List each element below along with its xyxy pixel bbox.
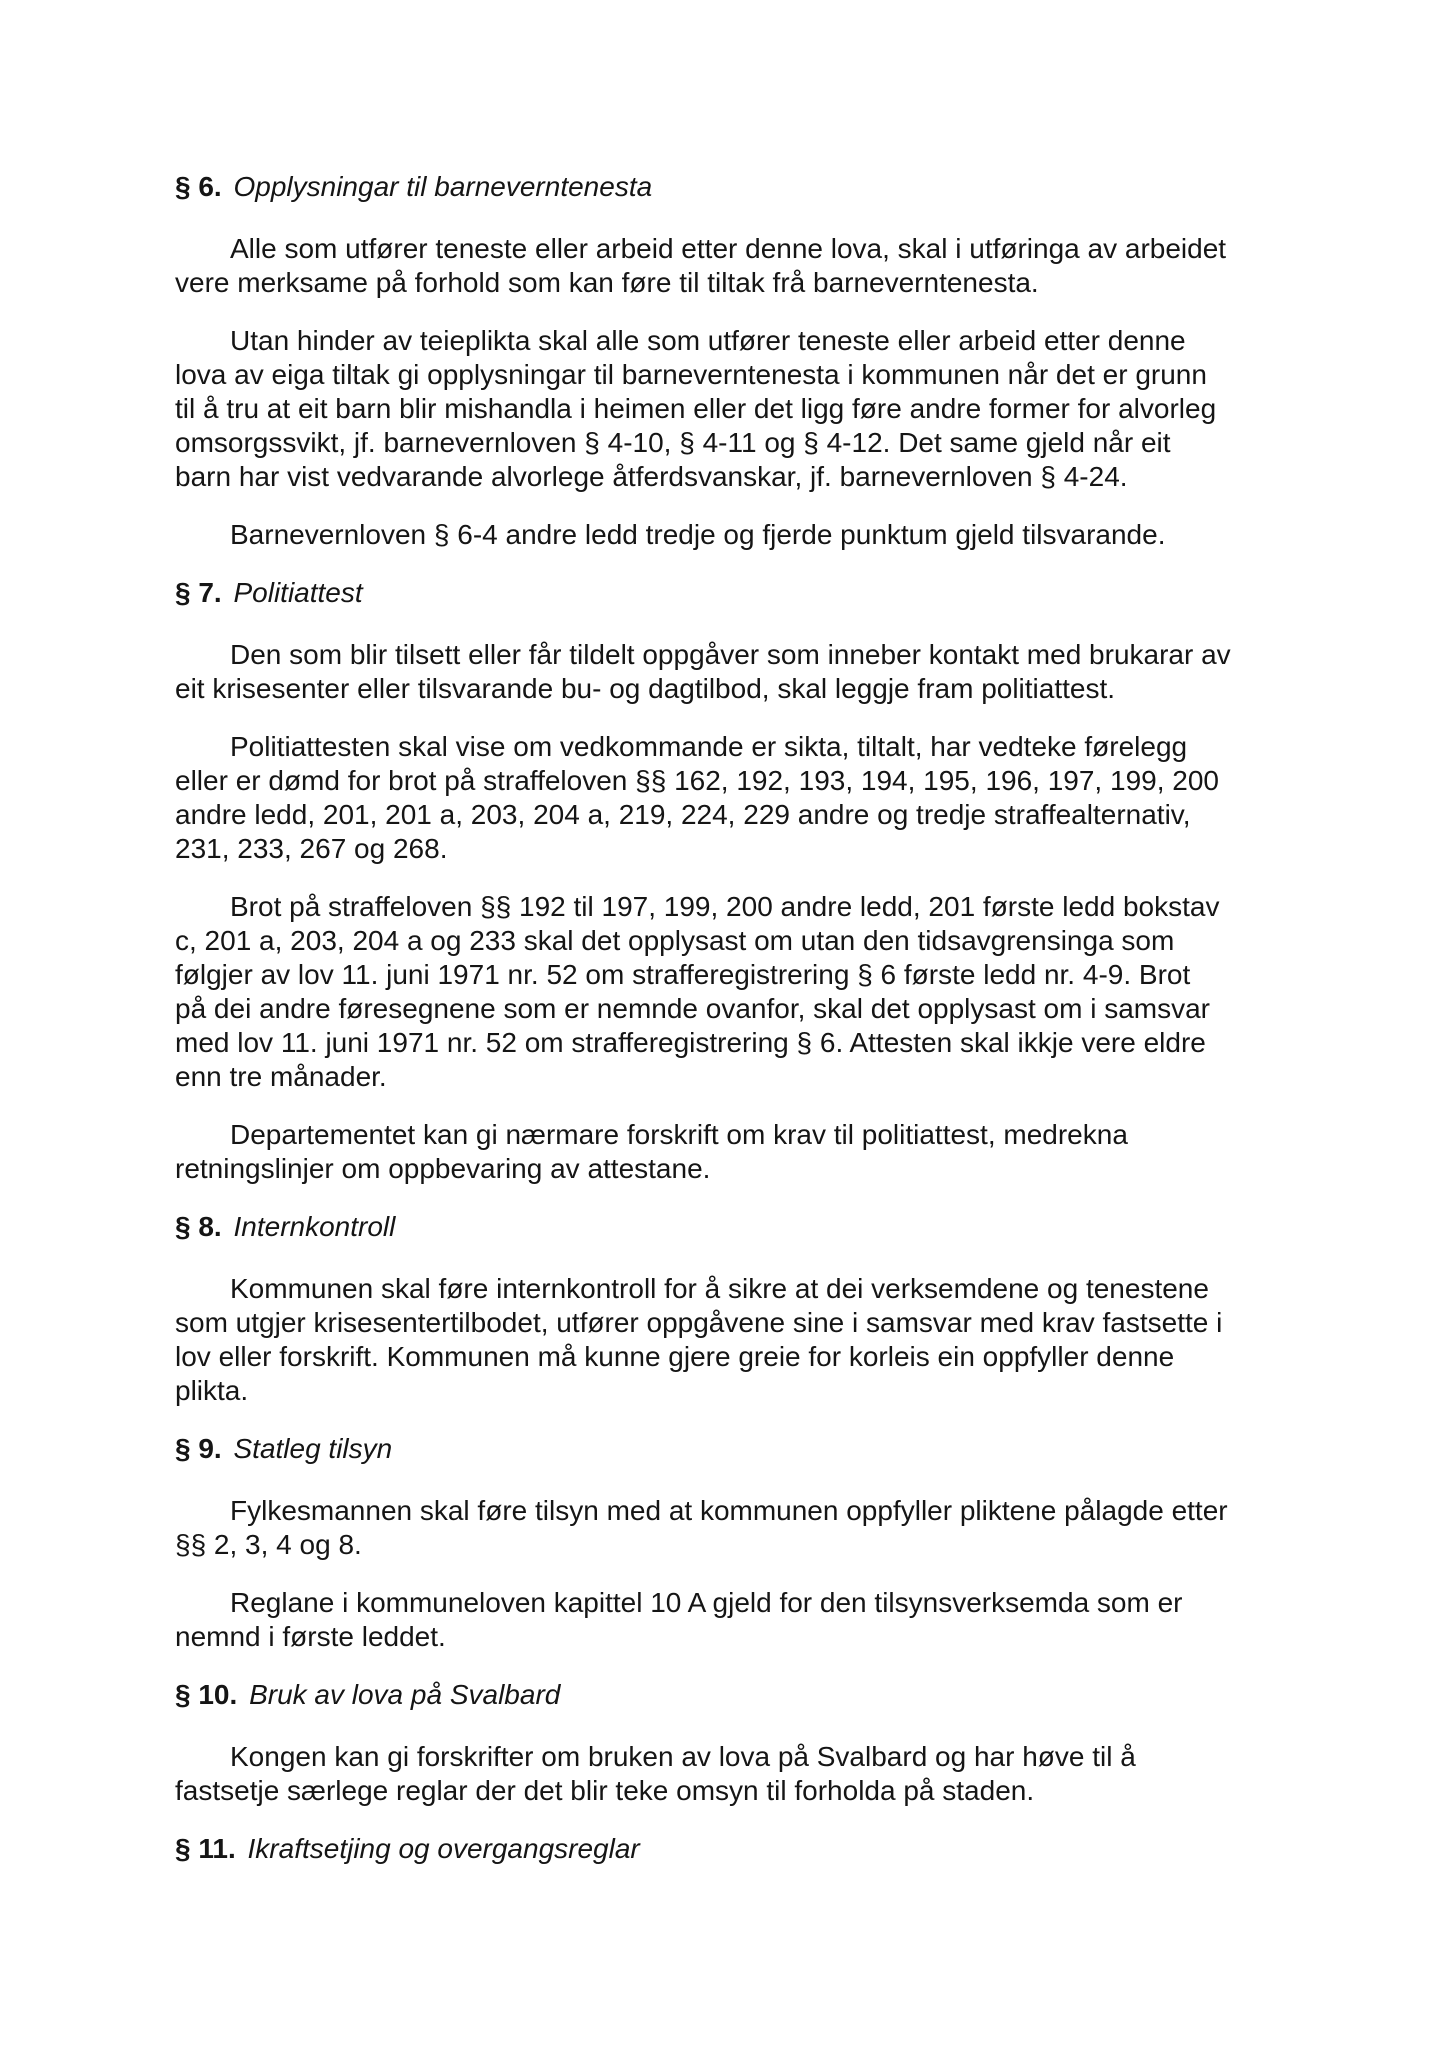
paragraph: Kongen kan gi forskrifter om bruken av lova på Svalbard og har høve til å fastsetje særlege reglar der det blir teke omsyn til forholda på staden. — [175, 1741, 1136, 1806]
section-7 — [175, 576, 1295, 1186]
section-11 — [175, 1832, 1295, 1866]
section-heading — [175, 1432, 1295, 1466]
paragraph: Brot på straffeloven §§ 192 til 197, 199, 200 andre ledd, 201 første ledd bokstav c, 201 a, 203, 204 a og 233 skal det opplysast om utan den tidsavgrensinga som følgjer av lov 11. juni 1971 nr. 52 om strafferegistrering § 6 første ledd nr. 4-9. Brot på dei andre føresegnene som er nemnde ovanfor, skal det opplysast om i samsvar med lov 11. juni 1971 nr. 52 om strafferegistrering § 6. Attesten skal ikkje vere eldre enn tre månader. — [175, 891, 1220, 1092]
section-heading — [175, 170, 1295, 204]
section-number: § 6. — [175, 171, 222, 202]
section-number: § 7. — [175, 577, 222, 608]
section-number: § 10. — [175, 1679, 238, 1710]
section-heading — [175, 1210, 1295, 1244]
paragraph: Den som blir tilsett eller får tildelt oppgåver som inneber kontakt med brukarar av eit krisesenter eller tilsvarande bu- og dagtilbod, skal leggje fram politiattest. — [175, 639, 1231, 704]
paragraph: Barnevernloven § 6-4 andre ledd tredje og fjerde punktum gjeld tilsvarande. — [230, 519, 1166, 550]
paragraph: Alle som utfører teneste eller arbeid etter denne lova, skal i utføringa av arbeidet vere merksame på forhold som kan føre til tiltak frå barneverntenesta. — [175, 233, 1227, 298]
paragraph: Utan hinder av teieplikta skal alle som utfører teneste eller arbeid etter denne lova av eiga tiltak gi opplysningar til barneverntenesta i kommunen når det er grunn til å tru at eit barn blir mishandla i heimen eller det ligg føre andre former for alvorleg omsorgssvikt, jf. barnevernloven § 4-10, § 4-11 og § 4-12. Det same gjeld når eit barn har vist vedvarande alvorlege åtferdsvanskar, jf. barnevernloven § 4-24. — [175, 325, 1217, 492]
paragraph: Departementet kan gi nærmare forskrift om krav til politiattest, medrekna retningslinjer om oppbevaring av attestane. — [175, 1119, 1128, 1184]
document-page — [175, 170, 1295, 1894]
section-number: § 9. — [175, 1433, 222, 1464]
section-heading — [175, 1832, 1295, 1866]
section-title: Ikraftsetjing og overgangsreglar — [247, 1833, 640, 1864]
paragraph: Reglane i kommuneloven kapittel 10 A gjeld for den tilsynsverksemda som er nemnd i første leddet. — [175, 1587, 1183, 1652]
section-title: Opplysningar til barneverntenesta — [233, 171, 653, 202]
section-heading — [175, 576, 1295, 610]
section-9 — [175, 1432, 1295, 1654]
section-title: Politiattest — [233, 577, 363, 608]
section-title: Statleg tilsyn — [233, 1433, 393, 1464]
paragraph: Kommunen skal føre internkontroll for å sikre at dei verksemdene og tenestene som utgjer krisesentertilbodet, utfører oppgåvene sine i samsvar med krav fastsette i lov eller forskrift. Kommunen må kunne gjere greie for korleis ein oppfyller denne plikta. — [175, 1273, 1223, 1406]
section-title: Bruk av lova på Svalbard — [249, 1679, 561, 1710]
section-6 — [175, 170, 1295, 552]
section-number: § 8. — [175, 1211, 222, 1242]
section-10 — [175, 1678, 1295, 1808]
section-title: Internkontroll — [233, 1211, 396, 1242]
section-heading — [175, 1678, 1295, 1712]
section-number: § 11. — [175, 1833, 236, 1864]
section-8 — [175, 1210, 1295, 1408]
paragraph: Politiattesten skal vise om vedkommande er sikta, tiltalt, har vedteke førelegg eller er dømd for brot på straffeloven §§ 162, 192, 193, 194, 195, 196, 197, 199, 200 andre ledd, 201, 201 a, 203, 204 a, 219, 224, 229 andre og tredje straffealternativ, 231, 233, 267 og 268. — [175, 731, 1219, 864]
paragraph: Fylkesmannen skal føre tilsyn med at kommunen oppfyller pliktene pålagde etter §§ 2, 3, 4 og 8. — [175, 1495, 1228, 1560]
